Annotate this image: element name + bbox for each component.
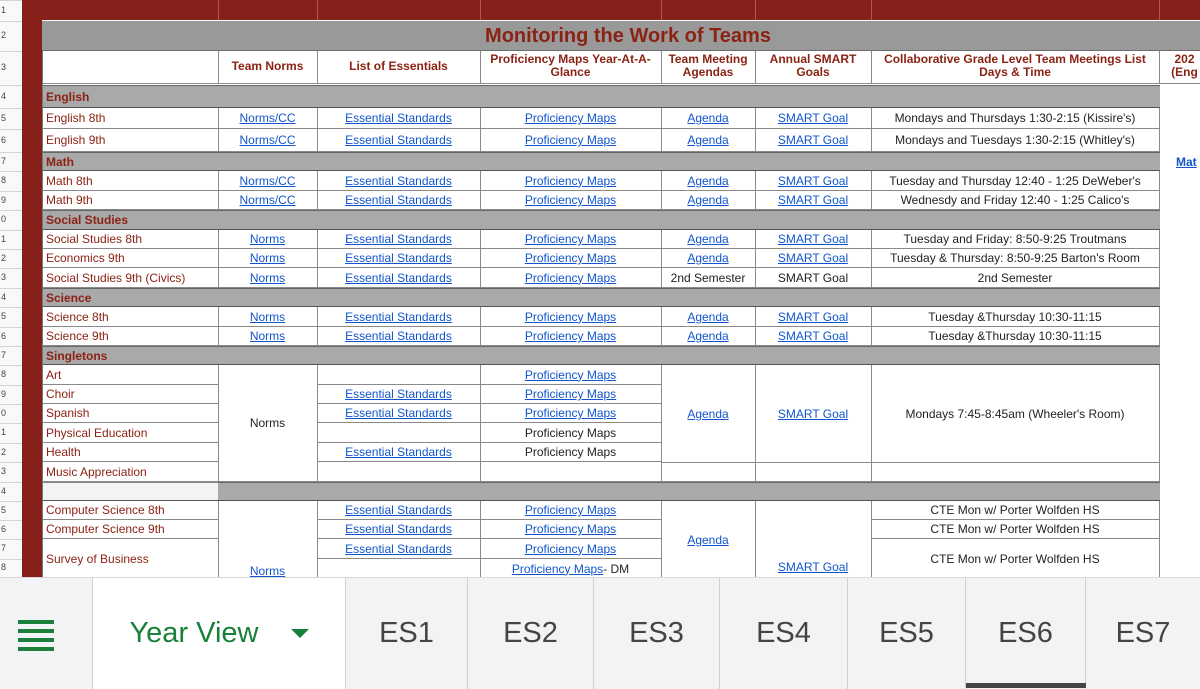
row-divider [0,230,22,231]
header-extra: 202 (Eng [1159,51,1200,84]
row-divider [0,327,22,328]
meeting-time: CTE Mon w/ Porter Wolfden HS [871,501,1160,520]
row-divider [0,21,22,22]
empty-cell [480,462,662,482]
row-divider [0,191,22,192]
tab-label: Year View [129,617,259,649]
column-divider [871,0,872,20]
row-divider [0,249,22,250]
proficiency-maps-link[interactable]: Proficiency Maps [524,133,617,147]
row-number: 6 [1,330,7,341]
proficiency-maps-link[interactable]: Proficiency Maps [524,367,617,382]
section-singletons: Singletons [46,348,108,363]
essential-standards-link[interactable]: Essential Standards [345,503,452,517]
row-math-8th: Math 8th [42,171,219,191]
meeting-time: Mondays and Tuesdays 1:30-2:15 (Whitley's) [871,129,1160,152]
row-choir: Choir [42,385,219,404]
agenda-link[interactable]: Agenda [687,406,729,421]
section-bar-blank [218,482,1160,501]
essential-standards-link[interactable]: Essential Standards [345,133,452,147]
tab-es5[interactable] [848,578,966,689]
row-divider [0,268,22,269]
red-frame-row [22,0,1200,20]
norms-link[interactable]: Norms [249,270,286,285]
row-divider [0,559,22,560]
column-divider [480,0,481,20]
empty-cell [317,423,481,443]
smart-goal-link[interactable]: SMART Goal [777,406,849,421]
essential-standards-link[interactable]: Essential Standards [345,541,452,556]
row-number: 5 [1,504,7,515]
essential-standards-link[interactable]: Essential Standards [345,173,452,188]
tab-label: ES6 [998,617,1053,649]
row-number-column [0,0,23,577]
row-divider [0,482,22,483]
row-survey-of-business: Survey of Business [42,539,219,577]
row-divider [0,0,22,1]
row-number: 7 [1,543,7,553]
row-divider [0,51,22,52]
row-health: Health [42,443,219,462]
tab-label: ES1 [379,617,434,649]
tab-label: ES3 [629,617,684,649]
meeting-time: CTE Mon w/ Porter Wolfden HS [871,520,1160,539]
row-divider [0,404,22,405]
empty-cell [661,462,756,482]
norms-link[interactable]: Norms/CC [239,193,296,207]
section-bar-science [42,288,1160,307]
meeting-time: Mondays and Thursdays 1:30-2:15 (Kissire's) [871,108,1160,129]
norms-link[interactable]: Norms [249,309,286,324]
essential-standards-link[interactable]: Essential Standards [345,111,452,125]
row-music-appreciation: Music Appreciation [42,462,219,482]
proficiency-maps-link[interactable]: Proficiency Maps [524,173,617,188]
row-social-studies-9th: Social Studies 9th (Civics) [42,268,219,288]
smart-goal-link[interactable]: SMART Goal [777,173,849,188]
row-number: 8 [1,562,7,572]
row-divider [0,346,22,347]
row-number: 1 [1,4,7,15]
agenda-link[interactable]: Agenda [687,173,729,188]
row-number: 4 [1,291,7,302]
header-list-of-essentials: List of Essentials [317,51,481,84]
row-divider [0,385,22,386]
all-sheets-button[interactable] [0,578,93,689]
agenda-text: 2nd Semester [661,268,756,288]
row-number: 4 [1,90,7,101]
proficiency-maps-link[interactable]: Proficiency Maps [524,111,617,125]
row-number: 3 [1,466,7,476]
tab-es3[interactable] [594,578,720,689]
meeting-time: Tuesday &Thursday 10:30-11:15 [871,327,1160,346]
meeting-time: Tuesday & Thursday: 8:50-9:25 Barton's Room [871,249,1160,268]
tab-es1[interactable] [346,578,468,689]
essential-standards-link[interactable]: Essential Standards [345,193,452,207]
agenda-link[interactable]: Agenda [687,133,729,147]
row-number: 9 [1,388,7,399]
caret-down-icon[interactable] [291,629,309,638]
singletons-meeting-time: Mondays 7:45-8:45am (Wheeler's Room) [871,365,1160,463]
row-divider [0,365,22,366]
row-number: 1 [1,233,7,244]
empty-cell [317,462,481,482]
row-computer-science-8th: Computer Science 8th [42,501,219,520]
essential-standards-link[interactable]: Essential Standards [345,387,452,401]
proficiency-maps-text: Proficiency Maps [480,443,662,462]
proficiency-maps-link[interactable]: Proficiency Maps [524,251,617,265]
row-science-9th: Science 9th [42,327,219,346]
header-annual-smart-goals: Annual SMART Goals [755,51,872,84]
column-divider [317,0,318,20]
hamburger-menu-icon [18,620,54,648]
row-divider [0,520,22,521]
row-divider [0,307,22,308]
tab-year-view[interactable] [93,578,346,689]
agenda-link[interactable]: Agenda [687,309,729,324]
sheet-tab-bar [0,577,1200,689]
row-divider [0,539,22,540]
smart-goal-text: SMART Goal [755,268,872,288]
row-science-8th: Science 8th [42,307,219,327]
essential-standards-link[interactable]: Essential Standards [345,270,452,285]
row-divider [0,288,22,289]
smart-goal-link[interactable]: SMART Goal [777,309,849,324]
row-number: 4 [1,485,7,496]
proficiency-maps-link[interactable]: Proficiency Maps [524,387,617,401]
math-link[interactable]: Mat [1176,154,1197,169]
norms-link[interactable]: Norms [249,251,286,265]
norms-link[interactable]: Norms/CC [239,173,296,188]
row-math-9th: Math 9th [42,191,219,210]
smart-goal-link[interactable]: SMART Goal [777,232,849,246]
proficiency-maps-link[interactable]: Proficiency Maps [524,406,617,420]
row-divider [0,423,22,424]
row-divider [0,171,22,172]
row-number: 6 [1,134,7,145]
row-number: 0 [1,214,7,224]
meeting-time: Wednesdy and Friday 12:40 - 1:25 Calico's [871,191,1160,210]
grid-line [42,51,43,577]
norms-link[interactable]: Norms/CC [239,133,296,147]
tab-es4[interactable] [720,578,848,689]
row-divider [0,210,22,211]
essential-standards-link[interactable]: Essential Standards [345,406,452,420]
norms-link[interactable]: Norms [249,564,286,577]
tab-scroll-indicator [966,683,1086,688]
norms-link[interactable]: Norms/CC [239,111,296,125]
agenda-link[interactable]: Agenda [687,232,729,246]
row-number: 0 [1,407,7,418]
row-number: 2 [1,252,7,263]
section-science: Science [46,290,92,305]
agenda-link[interactable]: Agenda [687,532,729,547]
essential-standards-link[interactable]: Essential Standards [345,522,452,536]
meeting-time: Tuesday and Thursday 12:40 - 1:25 DeWeber's [871,171,1160,191]
meeting-time: Tuesday and Friday: 8:50-9:25 Troutmans [871,230,1160,249]
agenda-link[interactable]: Agenda [687,329,729,343]
proficiency-maps-link[interactable]: Proficiency Maps [524,309,617,324]
proficiency-maps-link[interactable]: Proficiency Maps [524,503,617,517]
section-social-studies: Social Studies [46,213,129,227]
header-team-meeting-agendas: Team Meeting Agendas [661,51,756,84]
header-blank [42,51,219,84]
column-divider [218,0,219,20]
section-bar-singletons [42,346,1160,365]
row-economics-9th: Economics 9th [42,249,219,268]
row-number: 7 [1,349,7,360]
row-number: 7 [1,155,7,166]
essential-standards-link[interactable]: Essential Standards [345,232,452,246]
meeting-time: 2nd Semester [871,268,1160,288]
proficiency-maps-link[interactable]: Proficiency Maps [524,193,617,207]
singletons-norms: Norms [218,365,318,482]
meeting-time: Tuesday &Thursday 10:30-11:15 [871,307,1160,327]
proficiency-maps-link[interactable]: Proficiency Maps [524,541,617,556]
row-divider [0,501,22,502]
tab-es2[interactable] [468,578,594,689]
row-divider [0,85,22,86]
smart-goal-link[interactable]: SMART Goal [777,251,849,265]
row-computer-science-9th: Computer Science 9th [42,520,219,539]
row-social-studies-8th: Social Studies 8th [42,230,219,249]
row-spanish: Spanish [42,404,219,423]
row-number: 3 [1,62,7,72]
row-number: 9 [1,194,7,205]
essential-standards-link[interactable]: Essential Standards [345,251,452,265]
row-art: Art [42,365,219,385]
row-number: 3 [1,272,7,282]
tab-label: ES7 [1115,617,1171,649]
smart-goal-link[interactable]: SMART Goal [777,329,849,343]
sheet-title: Monitoring the Work of Teams [485,25,771,47]
tab-label: ES4 [756,617,811,649]
row-number: 6 [1,523,7,534]
header-proficiency-maps: Proficiency Maps Year-At-A-Glance [480,51,662,84]
proficiency-maps-link[interactable]: Proficiency Maps [524,522,617,536]
section-bar-math [42,152,1160,171]
column-divider [1159,0,1160,20]
row-divider [0,129,22,130]
tab-es7[interactable] [1086,578,1200,689]
section-english: English [46,89,90,104]
row-english-8th: English 8th [42,108,219,129]
row-english-9th: English 9th [42,129,219,152]
row-divider [0,108,22,109]
row-number: 5 [1,112,7,123]
dm-note: - DM [603,561,630,576]
header-meetings: Collaborative Grade Level Team Meetings List Days & Time [871,51,1160,84]
column-divider [661,0,662,20]
section-bar-social-studies [42,210,1160,230]
row-number: 8 [1,369,7,379]
proficiency-maps-link[interactable]: Proficiency Maps [524,329,617,343]
red-frame-column [22,0,42,577]
proficiency-maps-text: Proficiency Maps [480,423,662,443]
smart-goal-link[interactable]: SMART Goal [777,133,849,147]
agenda-link[interactable]: Agenda [687,111,729,125]
norms-link[interactable]: Norms [249,329,286,343]
empty-cell [755,462,872,482]
tab-es6[interactable] [966,578,1086,689]
meeting-time: CTE Mon w/ Porter Wolfden HS [871,539,1160,577]
row-divider [0,462,22,463]
row-divider [0,443,22,444]
section-math: Math [46,154,74,169]
row-physical-education: Physical Education [42,423,219,443]
smart-goal-link[interactable]: SMART Goal [777,193,849,207]
section-bar-english [42,85,1160,108]
empty-cell [317,559,481,577]
row-number: 5 [1,311,7,321]
row-number: 1 [1,427,7,437]
proficiency-maps-link[interactable]: Proficiency Maps [524,232,617,246]
smart-goal-link[interactable]: SMART Goal [777,560,849,574]
row-number: 2 [1,30,7,40]
agenda-link[interactable]: Agenda [687,251,729,265]
column-divider [755,0,756,20]
agenda-link[interactable]: Agenda [687,193,729,207]
essential-standards-link[interactable]: Essential Standards [345,309,452,324]
tab-label: ES2 [503,617,558,649]
essential-standards-link[interactable]: Essential Standards [345,329,452,343]
tab-label: ES5 [879,617,934,649]
empty-cell [317,365,481,385]
smart-goal-link[interactable]: SMART Goal [777,111,849,125]
proficiency-maps-link[interactable]: Proficiency Maps [524,270,617,285]
row-number: 8 [1,175,7,185]
empty-cell [871,462,1160,482]
row-divider [0,152,22,153]
header-team-norms: Team Norms [218,51,318,84]
essential-standards-link[interactable]: Essential Standards [345,445,452,459]
proficiency-maps-link[interactable]: Proficiency Maps [511,561,604,576]
norms-link[interactable]: Norms [249,232,286,246]
row-number: 2 [1,446,7,457]
